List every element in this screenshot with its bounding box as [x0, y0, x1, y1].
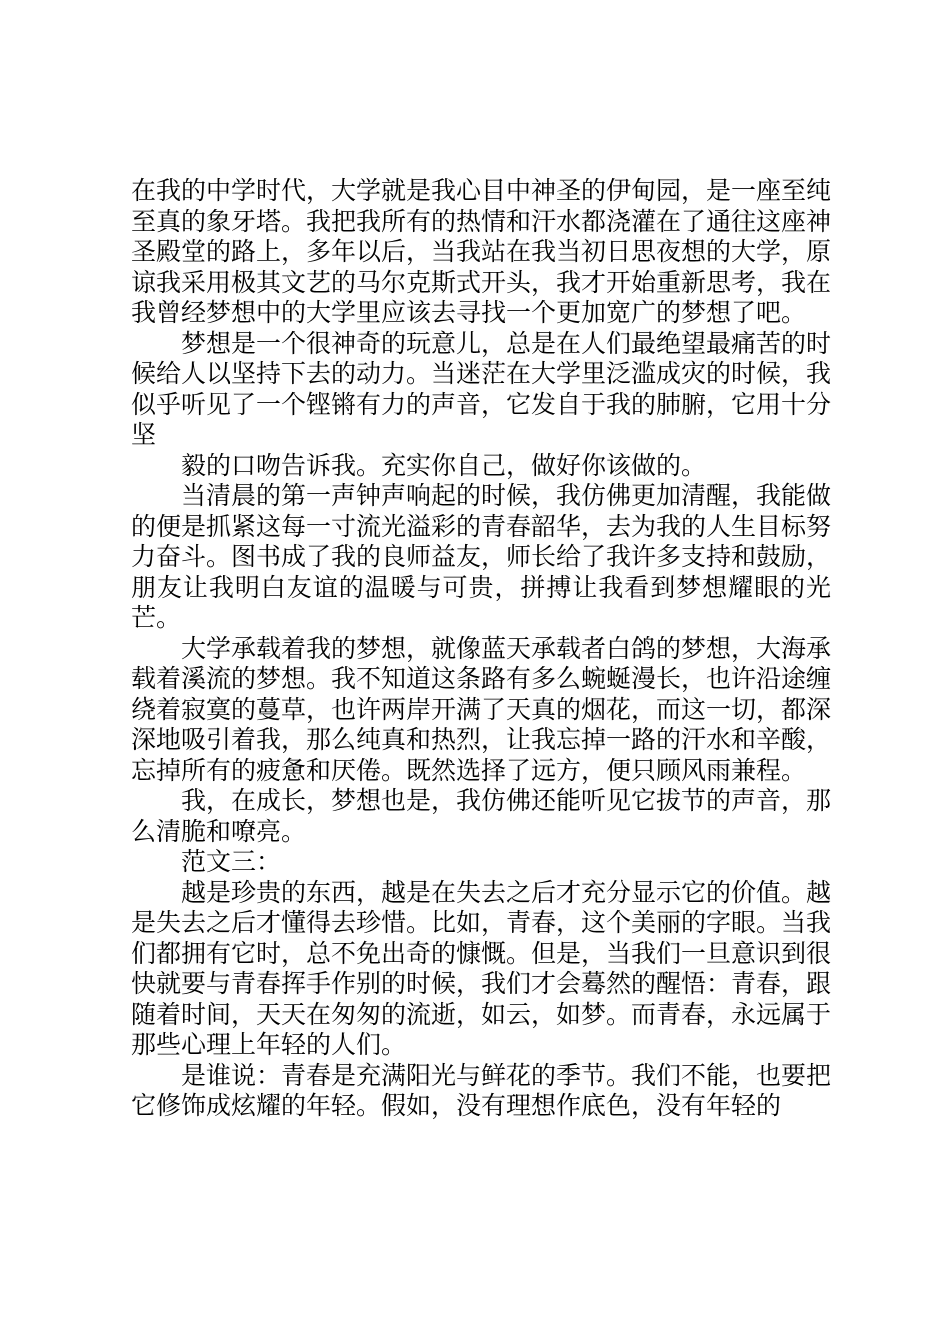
paragraph-6: 我，在成长，梦想也是，我仿佛还能听见它拔节的声音，那么清脆和嘹亮。 — [131, 786, 832, 846]
document-body — [131, 176, 831, 1122]
paragraph-2: 梦想是一个很神奇的玩意儿，总是在人们最绝望最痛苦的时候给人以坚持下去的动力。当迷茫在大学里泛滥成灾的时候，我似乎听见了一个铿锵有力的声音，它发自于我的肺腑，它用十分坚 — [131, 328, 832, 449]
paragraph-1: 在我的中学时代，大学就是我心目中神圣的伊甸园，是一座至纯至真的象牙塔。我把我所有的热情和汗水都浇灌在了通往这座神圣殿堂的路上，多年以后，当我站在我当初日思夜想的大学，原谅我采用极其文艺的马尔克斯式开头，我才开始重新思考，我在我曾经梦想中的大学里应该去寻找一个更加宽广的梦想了吧。 — [131, 176, 832, 327]
paragraph-8: 越是珍贵的东西，越是在失去之后才充分显示它的价值。越是失去之后才懂得去珍惜。比如，青春，这个美丽的字眼。当我们都拥有它时，总不免出奇的慷慨。但是，当我们一旦意识到很快就要与青春挥手作别的时候，我们才会蓦然的醒悟：青春，跟随着时间，天天在匆匆的流逝，如云，如梦。而青春，永远属于那些心理上年轻的人们。 — [131, 877, 832, 1059]
paragraph-9: 是谁说：青春是充满阳光与鲜花的季节。我们不能，也要把它修饰成炫耀的年轻。假如，没有理想作底色，没有年轻的 — [131, 1060, 832, 1120]
paragraph-5: 大学承载着我的梦想，就像蓝天承载者白鸽的梦想，大海承载着溪流的梦想。我不知道这条路有多么蜿蜒漫长，也许沿途缠绕着寂寞的蔓草，也许两岸开满了天真的烟花，而这一切，都深深地吸引着我，那么纯真和热烈，让我忘掉一路的汗水和辛酸，忘掉所有的疲惫和厌倦。既然选择了远方，便只顾风雨兼程。 — [131, 633, 832, 785]
paragraph-3: 毅的口吻告诉我。充实你自己，做好你该做的。 — [181, 450, 707, 480]
section-heading: 范文三： — [181, 847, 282, 876]
paragraph-4: 当清晨的第一声钟声响起的时候，我仿佛更加清醒，我能做的便是抓紧这每一寸流光溢彩的青春韶华，去为我的人生目标努力奋斗。图书成了我的良师益友，师长给了我许多支持和鼓励，朋友让我明白友谊的温暖与可贵，拼搏让我看到梦想耀眼的光芒。 — [131, 481, 832, 632]
